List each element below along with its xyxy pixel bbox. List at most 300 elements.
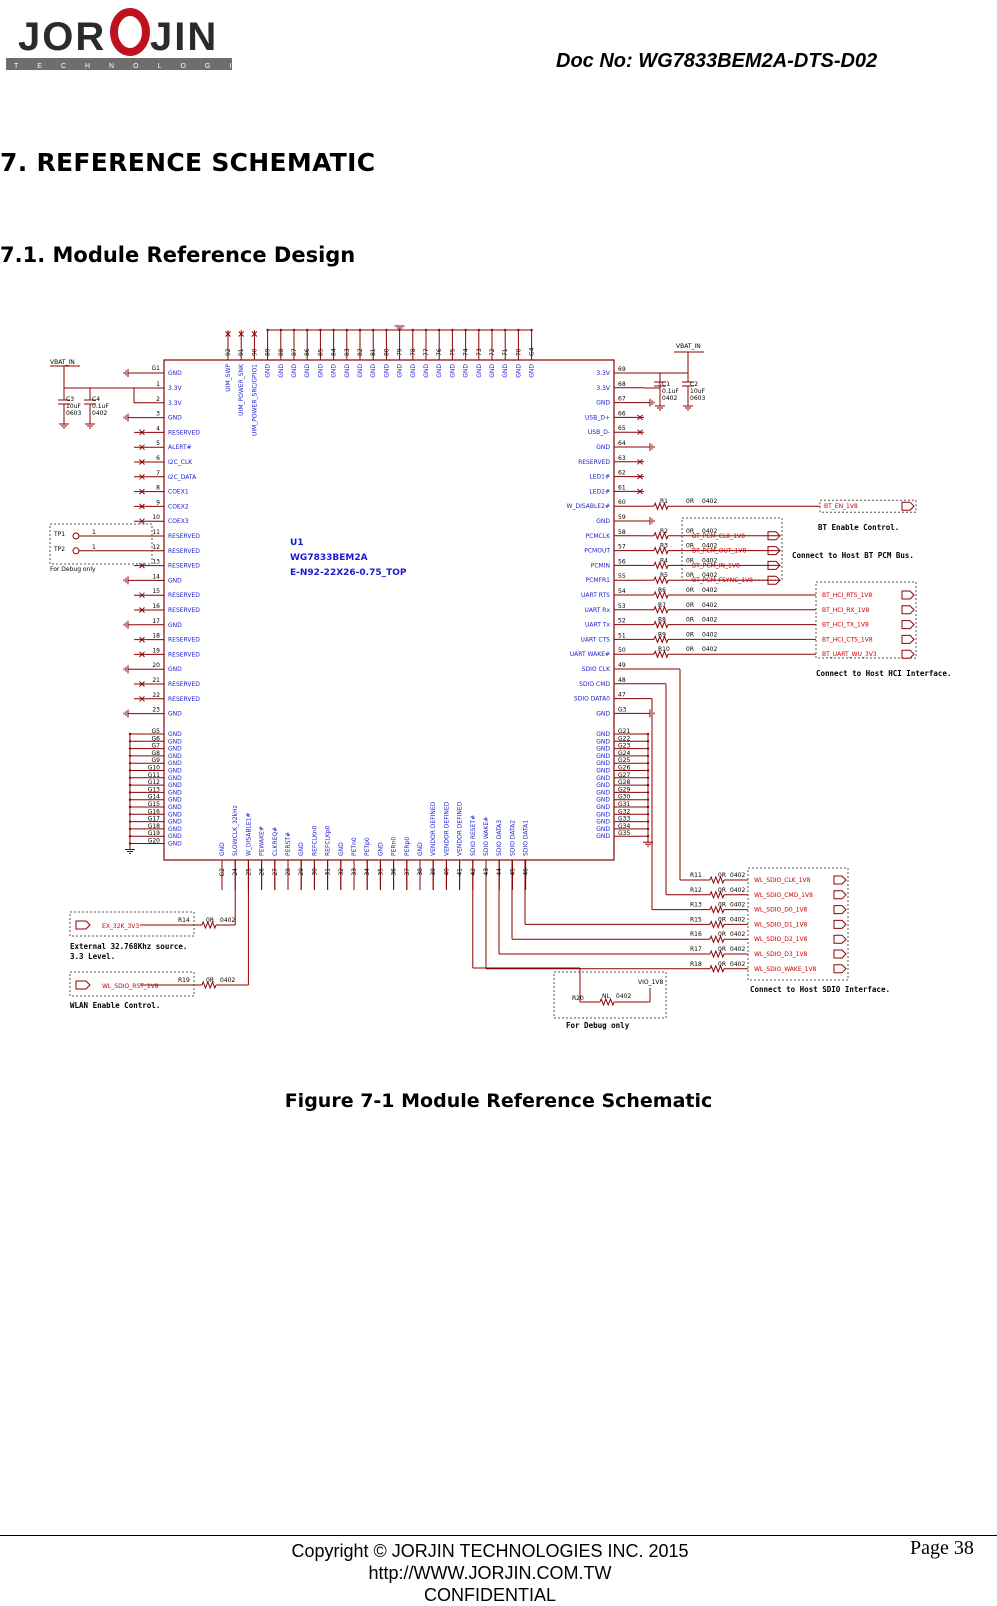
pin-number: 84 [330, 348, 338, 356]
pin-name: RESERVED [168, 429, 200, 437]
pin-name: REFCLKn0 [311, 825, 319, 856]
pin-name: GND [449, 364, 457, 378]
pin-number: 14 [152, 573, 160, 581]
pin-name: GND [168, 789, 182, 797]
port-icon [902, 635, 914, 643]
pin-name: GND [168, 738, 182, 746]
resistor-ref: R9 [658, 631, 666, 639]
pin-number: 57 [618, 543, 626, 551]
pin-number: 42 [469, 868, 477, 876]
port-icon [834, 965, 846, 973]
pin-number: 88 [277, 348, 285, 356]
testpoint-icon [73, 548, 79, 554]
pin-name: PERn0 [390, 836, 398, 856]
pin-name: 3.3V [168, 385, 182, 392]
vbat-label: VBAT_IN [676, 343, 701, 350]
pin-number: 56 [618, 558, 626, 566]
pin-number: 1 [156, 381, 160, 388]
pin-name: VENDOR DEFINED [443, 801, 451, 856]
pin-number: 62 [618, 469, 626, 477]
pin-name: SDIO DATA2 [509, 819, 517, 856]
resistor-val: 0R [718, 901, 726, 909]
pin-name: GND [168, 621, 182, 629]
pin-number: 87 [291, 348, 298, 356]
port-icon [902, 591, 914, 599]
pin-number: 72 [489, 348, 496, 356]
port-icon [834, 876, 846, 884]
pin-name: SDIO CMD [579, 680, 610, 688]
pin-number: 54 [618, 588, 626, 595]
resistor-val: 0R [686, 587, 694, 594]
pin-name: PETp0 [364, 837, 372, 856]
pin-number: 65 [618, 425, 626, 433]
resistor-pkg: 0402 [702, 601, 718, 609]
resistor-pkg: 0402 [730, 872, 746, 879]
pin-number: 82 [357, 348, 364, 356]
pin-name: GND [596, 833, 610, 841]
pin-number: 76 [436, 348, 444, 356]
net-label: WL_SDIO_CMD_1V8 [754, 891, 813, 899]
resistor-val: 0R [686, 601, 694, 609]
resistor-val: 0R [718, 916, 726, 924]
pin-name: GND [596, 752, 610, 760]
pin-number: 44 [496, 868, 504, 876]
pin-name: UART CTS [580, 636, 610, 644]
net-label: BT_PCM_IN_1V8 [692, 562, 740, 570]
resistor-pkg: 0402 [702, 616, 718, 624]
pin-number: 13 [152, 558, 160, 566]
pin-number: 60 [618, 499, 626, 507]
pin-number: 75 [449, 348, 457, 356]
pin-number: G7 [151, 742, 160, 750]
pin-number: G30 [618, 793, 631, 801]
pin-number: G28 [618, 779, 631, 787]
pin-name: SLOWCLK_32kHz [232, 805, 240, 856]
pin-number: 25 [245, 868, 253, 876]
pin-name: GND [168, 833, 182, 841]
pin-number: 35 [377, 868, 385, 876]
cap-ref: C3 [66, 396, 75, 403]
pin-name: GND [168, 370, 182, 377]
pin-number: 33 [351, 868, 358, 876]
resistor-ref: R18 [690, 960, 702, 968]
pin-number: 27 [271, 868, 279, 876]
pin-name: RESERVED [168, 592, 200, 600]
net-label: BT_HCI_CTS_1V8 [822, 636, 873, 644]
pin-name: PERp0 [403, 836, 411, 856]
resistor-pkg: 0402 [702, 557, 718, 565]
svg-text:JIN: JIN [150, 15, 219, 59]
ic-part: WG7833BEM2A [290, 553, 368, 563]
pin-number: 21 [152, 677, 160, 684]
pin-name: GND [168, 752, 182, 760]
cap-ref: C4 [92, 396, 101, 403]
pin-name: ALERT# [168, 444, 192, 452]
hci-note: Connect to Host HCI Interface. [816, 669, 952, 678]
pin-number: 91 [238, 348, 246, 356]
net-label: WL_SDIO_WAKE_1V8 [754, 965, 817, 973]
resistor-ref: R10 [658, 646, 670, 654]
pin-number: G2 [219, 868, 226, 877]
pin-name: RESERVED [168, 547, 200, 555]
pin-number: 55 [618, 573, 626, 581]
resistor-val: 0R [686, 646, 694, 654]
pin-number: 61 [618, 484, 626, 492]
resistor-ref: R15 [690, 916, 702, 924]
resistor-val: 0R [718, 886, 726, 894]
pin-name: GND [475, 364, 483, 378]
pin-name: GND [168, 825, 182, 833]
pin-name: GND [168, 666, 182, 674]
pin-number: G5 [151, 728, 160, 735]
pcm-note: Connect to Host BT PCM Bus. [792, 551, 914, 560]
net-label: BT_HCI_TX_1V8 [822, 621, 869, 629]
pin-name: 3.3V [596, 370, 610, 377]
pin-number: G13 [147, 786, 160, 794]
resistor-pkg: 0402 [220, 917, 236, 924]
pin-number: G27 [618, 771, 631, 779]
pin-name: GND [168, 811, 182, 819]
net-label: BT_PCM_OUT_1V8 [692, 547, 747, 555]
resistor-ref: R6 [658, 587, 666, 594]
pin-name: GND [596, 767, 610, 775]
pin-number: 85 [317, 348, 325, 356]
pin-number: 36 [390, 868, 398, 876]
port-icon [834, 950, 846, 958]
testpoint-note: For Debug only [50, 566, 96, 573]
pin-name: USB_D+ [585, 414, 610, 422]
pin-name: GND [168, 767, 182, 775]
pin-name: RESERVED [168, 681, 200, 688]
resistor-pkg: 0402 [702, 572, 718, 580]
pin-name: GND [436, 364, 444, 378]
resistor-ref: R19 [178, 977, 190, 984]
net-label: WL_SDIO_D1_1V8 [754, 921, 808, 929]
pin-name: GND [168, 818, 182, 826]
resistor-pkg: 0402 [730, 916, 746, 924]
pin-number: G12 [147, 779, 160, 787]
pin-number: 17 [152, 617, 160, 625]
pin-name: SDIO WAKE# [483, 816, 490, 856]
wlan-enable-note: WLAN Enable Control. [70, 1001, 161, 1010]
pin-name: GND [489, 364, 496, 378]
resistor-ref: R12 [690, 886, 702, 894]
pin-name: LED2# [589, 488, 610, 496]
resistor-ref: R1 [660, 498, 668, 506]
pin-number: 92 [225, 348, 232, 356]
pin-number: 24 [232, 868, 240, 876]
pin-name: GND [168, 745, 182, 753]
pin-number: 78 [409, 348, 417, 356]
pin-number: 71 [502, 348, 510, 356]
pin-number: 45 [509, 868, 517, 876]
pin-number: 81 [370, 348, 378, 356]
pin-number: 16 [152, 603, 160, 610]
pin-number: 1 [92, 529, 96, 536]
resistor-val: 0R [686, 527, 694, 535]
resistor-ref: R3 [660, 542, 668, 550]
pin-name: GND [596, 710, 610, 718]
pin-number: G19 [147, 830, 160, 838]
net-label: BT_PCM_CLK_1V8 [692, 532, 745, 540]
pin-number: G11 [147, 771, 160, 779]
resistor-ref: R11 [690, 872, 702, 879]
pin-name: I2C_DATA [168, 473, 197, 481]
pin-name: RESERVED [168, 651, 200, 659]
pin-name: GND [528, 364, 536, 378]
pin-name: SDIO RESET# [469, 814, 477, 856]
pin-name: GND [502, 364, 510, 378]
pin-name: 3.3V [596, 384, 610, 392]
pin-name: GND [370, 364, 378, 378]
cap-ref: C2 [690, 381, 699, 388]
resistor-val: 0R [718, 931, 726, 939]
pin-number: 58 [618, 528, 626, 536]
pin-number: G21 [618, 728, 631, 735]
pin-number: 23 [152, 706, 160, 714]
pin-name: GND [277, 364, 285, 378]
pin-number: 2 [156, 395, 160, 403]
net-label: BT_UART_WU_3V3 [822, 651, 877, 659]
resistor-pkg: 0402 [730, 886, 746, 894]
port-icon [902, 606, 914, 614]
bt-enable-note: BT Enable Control. [818, 523, 900, 533]
cap-ref: C1 [662, 381, 671, 388]
pin-name: GND [596, 811, 610, 819]
debug-note: For Debug only [566, 1021, 630, 1030]
pin-name: GND [596, 399, 610, 407]
resistor-ref: R13 [690, 901, 702, 909]
pin-number: G15 [147, 801, 160, 808]
pin-number: G18 [147, 822, 160, 830]
pin-number: G31 [618, 801, 631, 808]
net-label: WL_SDIO_D3_1V8 [754, 951, 808, 958]
resistor-ref: R4 [660, 557, 668, 565]
pin-name: PCMOUT [584, 547, 610, 555]
pin-name: GND [168, 414, 182, 422]
pin-number: G22 [618, 735, 631, 743]
pin-number: 80 [383, 348, 391, 356]
port-icon [76, 921, 90, 929]
pin-name: GND [596, 760, 610, 768]
pin-number: 73 [475, 348, 483, 356]
pin-name: GND [596, 796, 610, 804]
pin-number: 15 [152, 588, 160, 596]
pin-number: 86 [304, 348, 312, 356]
pin-number: 79 [396, 348, 404, 356]
pin-name: GND [596, 774, 610, 782]
pin-name: GND [219, 842, 226, 856]
pin-number: 29 [298, 868, 306, 876]
pin-number: 69 [618, 366, 626, 373]
pin-number: 66 [618, 410, 626, 418]
pin-number: 51 [618, 632, 626, 640]
pin-number: G3 [618, 706, 627, 714]
testpoint-ref: TP1 [54, 531, 66, 538]
port-icon [834, 891, 846, 899]
resistor-ref: R17 [690, 946, 702, 953]
pin-number: 59 [618, 514, 626, 521]
pin-name: LED1# [589, 473, 610, 481]
cap-pkg: 0402 [92, 410, 108, 417]
cap-pkg: 0603 [690, 395, 706, 402]
pin-number: 9 [156, 499, 160, 507]
pin-number: 18 [152, 632, 160, 640]
pin-number: 7 [156, 469, 160, 477]
resistor-val: 0R [686, 572, 694, 580]
resistor-pkg: 0402 [730, 931, 746, 939]
pin-name: GND [168, 760, 182, 768]
pin-name: GND [377, 842, 385, 856]
pin-name: PERST# [285, 831, 292, 856]
resistor-ref: R16 [690, 931, 702, 939]
pin-name: UIM_SWP [225, 364, 232, 392]
pin-name: GND [317, 364, 325, 378]
pin-number: G25 [618, 757, 631, 765]
vbat-label: VBAT_IN [50, 359, 75, 366]
pin-name: 3.3V [168, 399, 182, 407]
pin-number: 10 [152, 514, 160, 522]
pin-number: 74 [462, 348, 470, 356]
pin-number: G26 [618, 764, 631, 772]
port-icon [834, 935, 846, 943]
pin-name: RESERVED [168, 533, 200, 540]
net-label: WL_SDIO_RST_1V8 [102, 983, 159, 990]
resistor-pkg: 0402 [702, 542, 718, 550]
resistor-ref: R7 [658, 601, 666, 609]
net-label: WL_SDIO_D0_1V8 [754, 906, 808, 914]
pin-name: GND [168, 796, 182, 804]
resistor-val: NL [602, 993, 610, 1000]
pin-name: SDIO CLK [581, 666, 610, 673]
jorjin-logo [4, 2, 298, 74]
pin-number: 40 [443, 868, 451, 876]
resistor-val: 0R [686, 616, 694, 624]
pin-name: COEX1 [168, 488, 189, 496]
resistor-pkg: 0402 [702, 631, 718, 639]
resistor-ref: R2 [660, 527, 668, 535]
resistor-pkg: 0402 [220, 977, 236, 984]
pin-number: 12 [152, 543, 160, 551]
cap-val: 0.1uF [662, 388, 679, 395]
pin-name: GND [168, 804, 182, 811]
resistor-pkg: 0402 [702, 587, 718, 594]
pin-number: 34 [364, 868, 372, 876]
pin-number: G14 [147, 793, 160, 801]
pin-name: GND [396, 364, 404, 378]
resistor-ref: R20 [572, 995, 584, 1002]
pin-number: G10 [147, 764, 160, 772]
resistor-val: 0R [718, 960, 726, 968]
pin-name: GND [168, 577, 182, 585]
copyright-text: Copyright © JORJIN TECHNOLOGIES INC. 2015 [291, 1541, 689, 1561]
ic-ref: U1 [290, 538, 304, 548]
port-icon [902, 621, 914, 629]
footer-url: http://WWW.JORJIN.COM.TW [368, 1563, 612, 1583]
pin-number: G1 [151, 365, 160, 372]
pin-name: GND [596, 804, 610, 811]
pin-name: GND [596, 825, 610, 833]
pin-name: GND [596, 745, 610, 753]
pin-name: GND [462, 364, 470, 378]
pin-number: G16 [147, 808, 160, 816]
net-label: WL_SDIO_D2_1V8 [754, 936, 808, 944]
page-number: Page 38 [910, 1537, 974, 1559]
pin-name: CLKREQ# [271, 826, 279, 856]
pin-name: GND [343, 364, 351, 378]
pin-name: GND [168, 782, 182, 790]
port-icon [76, 981, 90, 989]
reference-schematic [40, 320, 975, 1040]
net-label: WL_SDIO_CLK_1V8 [754, 877, 811, 884]
pin-name: PCMIN [590, 562, 610, 570]
net-label: BT_EN_1V8 [824, 503, 858, 511]
pin-name: GND [168, 840, 182, 848]
pin-number: G23 [618, 742, 631, 750]
pin-name: VENDOR DEFINED [430, 801, 438, 856]
pin-name: RESERVED [168, 562, 200, 570]
pin-number: G32 [618, 808, 631, 816]
resistor-pkg: 0402 [702, 527, 718, 535]
testpoint-box [50, 524, 152, 564]
pin-name: UART Rx [584, 606, 610, 614]
pin-name: GND [596, 818, 610, 826]
doc-number: Doc No: WG7833BEM2A-DTS-D02 [556, 50, 878, 72]
resistor-val: 0R [686, 557, 694, 565]
net-label: BT_PCM_FSYNC_1V8 [692, 577, 754, 585]
pin-number: G29 [618, 786, 631, 794]
pin-number: 46 [522, 868, 530, 876]
resistor-ref: R14 [178, 917, 190, 924]
testpoint-icon [73, 533, 79, 539]
pin-name: GND [409, 364, 417, 378]
pin-number: 90 [251, 348, 259, 356]
pin-number: 1 [92, 543, 96, 551]
pin-name: REFCLKp0 [324, 825, 332, 856]
pin-number: G24 [618, 749, 631, 757]
pin-number: 20 [152, 662, 160, 670]
pin-name: GND [596, 444, 610, 451]
sdio-note: Connect to Host SDIO Interface. [750, 985, 890, 994]
pin-number: 39 [430, 868, 438, 876]
pin-name: I2C_CLK [168, 459, 193, 466]
pin-name: RESERVED [168, 636, 200, 644]
pin-number: 31 [324, 868, 332, 876]
resistor-val: 0R [206, 977, 214, 984]
pin-name: COEX2 [168, 503, 189, 511]
pin-number: 6 [156, 455, 160, 462]
pin-number: G35 [618, 830, 631, 838]
pin-name: GND [423, 364, 430, 378]
confidential-text: CONFIDENTIAL [423, 1585, 556, 1605]
pin-number: 8 [156, 484, 160, 492]
pin-number: 77 [423, 348, 430, 356]
pin-number: 70 [515, 348, 523, 356]
net-label: BT_HCI_RTS_1V8 [822, 592, 873, 599]
ext-clk-level-note: 3.3 Level. [70, 952, 116, 961]
pin-name: GND [417, 842, 424, 856]
pin-number: 41 [456, 868, 464, 876]
pin-number: G6 [151, 735, 160, 743]
pin-name: GND [168, 710, 182, 718]
pin-name: GND [298, 842, 306, 856]
resistor-val: 0R [686, 542, 694, 550]
pin-number: 37 [403, 868, 411, 876]
pin-number: 43 [483, 868, 490, 876]
port-icon [834, 906, 846, 914]
cap-val: 10uF [690, 388, 705, 395]
footer [240, 1540, 740, 1606]
